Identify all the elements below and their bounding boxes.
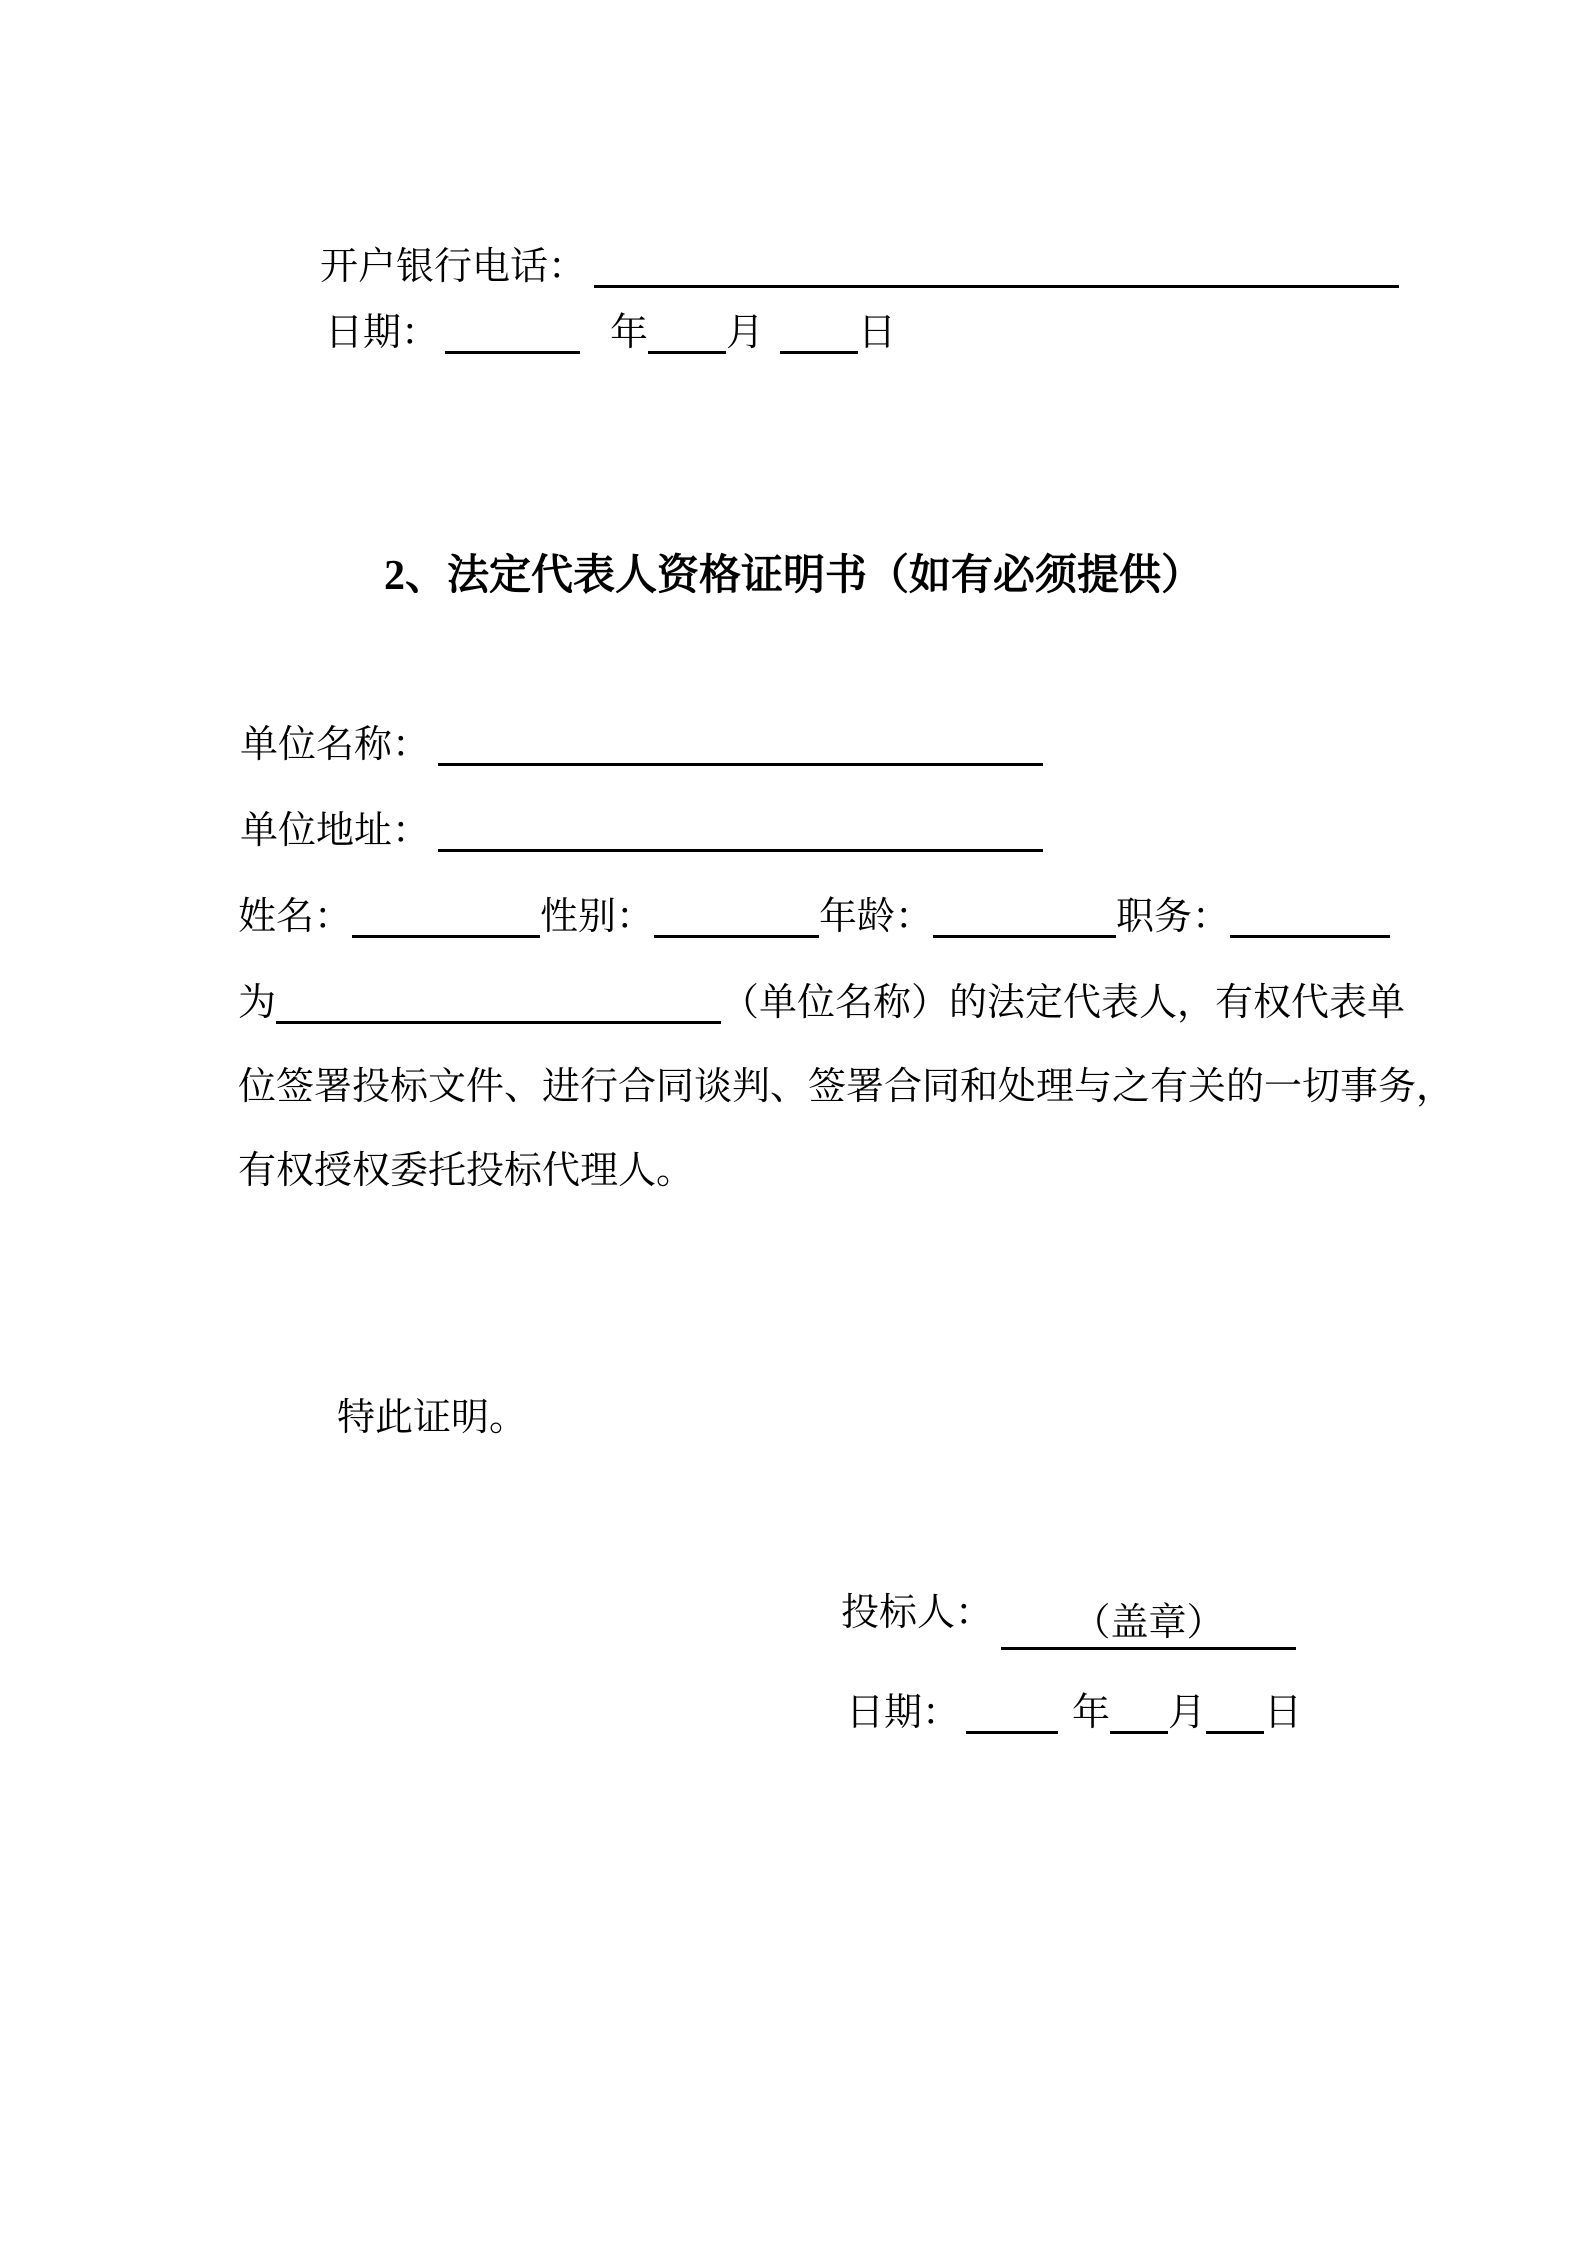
header-month-label: 月 — [726, 312, 765, 354]
age-label: 年龄： — [819, 896, 934, 938]
signature-day-label: 日 — [1264, 1692, 1303, 1734]
company-address-label: 单位地址： — [240, 810, 431, 852]
header-date-label: 日期： — [325, 312, 440, 354]
signature-date-label: 日期： — [846, 1692, 961, 1734]
statement-line-2: 位签署投标文件、进行合同谈判、签署合同和处理与之有关的一切事务， — [238, 1066, 1455, 1108]
company-name-blank — [438, 724, 1043, 766]
age-blank — [933, 896, 1116, 938]
company-name-label: 单位名称： — [240, 724, 431, 766]
header-day-label: 日 — [858, 312, 897, 354]
signature-date-day-blank — [1206, 1692, 1264, 1734]
bidder-signature-line — [841, 1590, 1296, 1650]
statement-line1-text: （单位名称）的法定代表人，有权代表单 — [721, 982, 1406, 1024]
statement-prefix: 为 — [238, 982, 277, 1024]
bank-phone-line — [320, 244, 1399, 292]
header-date-month-blank — [648, 312, 726, 354]
company-address-line — [240, 808, 1043, 856]
company-name-fill-blank — [276, 982, 721, 1024]
gender-label: 性别： — [540, 896, 655, 938]
bank-phone-blank — [594, 246, 1399, 288]
signature-date-year-blank — [966, 1692, 1058, 1734]
header-date-year-blank — [445, 312, 580, 354]
statement-line-3: 有权授权委托投标代理人。 — [238, 1150, 695, 1192]
position-label: 职务： — [1116, 896, 1231, 938]
name-label: 姓名： — [238, 896, 353, 938]
person-info-line — [238, 894, 1390, 942]
signature-date-month-blank — [1110, 1692, 1168, 1734]
header-year-label: 年 — [610, 312, 649, 354]
signature-month-label: 月 — [1168, 1692, 1207, 1734]
bidder-label: 投标人： — [841, 1592, 994, 1634]
position-blank — [1230, 896, 1390, 938]
header-date-day-blank — [780, 312, 858, 354]
gender-blank — [654, 896, 819, 938]
page-title: 2、法定代表人资格证明书（如有必须提供） — [383, 553, 1203, 599]
certification-line: 特此证明。 — [337, 1397, 528, 1439]
signature-year-label: 年 — [1072, 1692, 1111, 1734]
statement-line-1 — [238, 980, 1405, 1028]
company-name-line — [240, 722, 1043, 770]
name-blank — [352, 896, 540, 938]
bank-phone-label: 开户银行电话： — [320, 246, 587, 288]
signature-date-line — [846, 1690, 1302, 1738]
header-date-line — [325, 310, 896, 358]
bidder-seal-blank: （盖章） — [1001, 1600, 1296, 1650]
company-address-blank — [438, 810, 1043, 852]
